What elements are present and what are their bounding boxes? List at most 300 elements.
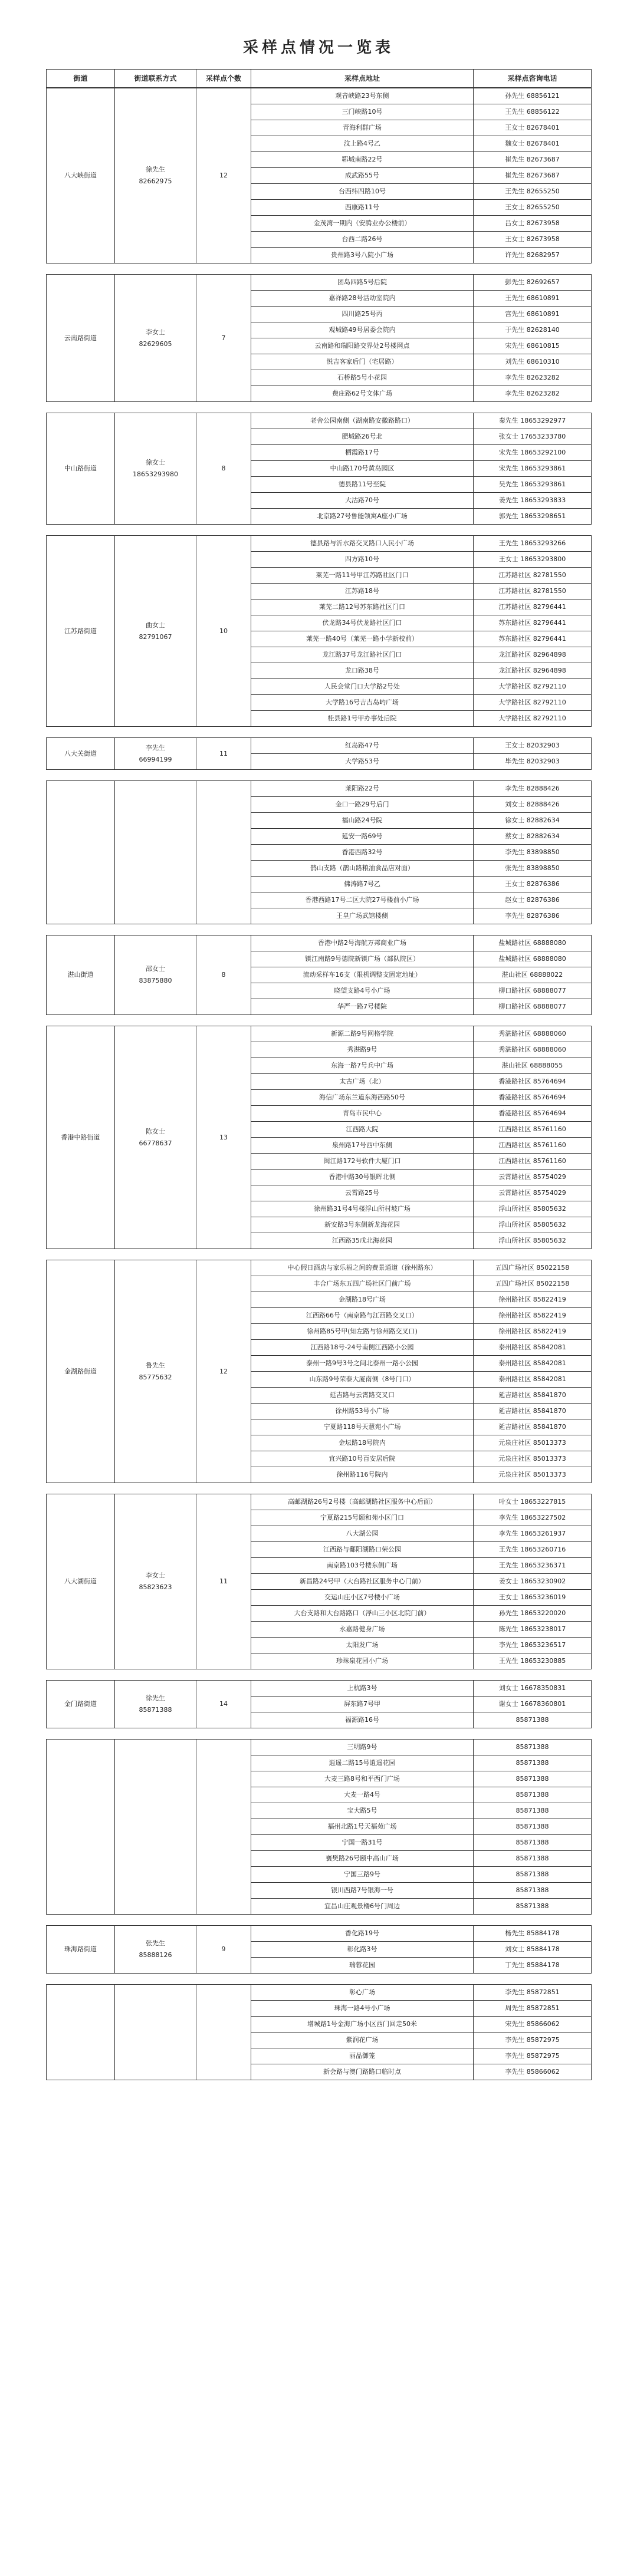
- district-table: [46, 88, 592, 263]
- site-phone-cell: 盐城路社区 68888080: [474, 935, 592, 951]
- column-header-address: 采样点地址: [251, 70, 474, 88]
- street-name-cell: 金门路街道: [47, 1681, 115, 1728]
- column-header-count: 采样点个数: [196, 70, 251, 88]
- contact-phone: 85888126: [139, 1951, 172, 1959]
- district-table: [46, 737, 592, 770]
- site-address-cell: 肥城路26号北: [251, 429, 474, 445]
- site-phone-cell: 王先生 68610891: [474, 291, 592, 307]
- site-address-cell: 太古广场（北）: [251, 1074, 474, 1090]
- site-address-cell: 北京路27号鲁能领寓A座小广场: [251, 509, 474, 525]
- page-title: 采样点情况一览表: [242, 39, 394, 57]
- site-address-cell: 莱阳路22号: [251, 781, 474, 797]
- street-contact-cell: [115, 1260, 196, 1483]
- site-address-cell: 彰化路3号: [251, 1942, 474, 1958]
- site-address-cell: 徐州路85号甲(知左路与徐州路交叉口): [251, 1324, 474, 1340]
- site-address-cell: 增城路1号金海广场小区西门回走50米: [251, 2017, 474, 2033]
- site-phone-cell: 蔡女士 82882634: [474, 829, 592, 845]
- site-address-cell: 泉州路17号西中东侧: [251, 1138, 474, 1154]
- contact-phone: 66778637: [139, 1139, 172, 1147]
- site-address-cell: 宁国一路31号: [251, 1835, 474, 1851]
- site-address-cell: 海信广场东兰道东海西路50号: [251, 1090, 474, 1106]
- site-phone-cell: 毕先生 82032903: [474, 754, 592, 770]
- contact-phone: 66994199: [139, 755, 172, 763]
- site-phone-cell: 苏东路社区 82796441: [474, 615, 592, 631]
- site-phone-cell: 85871388: [474, 1819, 592, 1835]
- site-phone-cell: 孙先生 68856121: [474, 88, 592, 104]
- site-phone-cell: 姜女士 18653230902: [474, 1574, 592, 1590]
- site-count-cell: 13: [196, 1026, 251, 1249]
- site-phone-cell: 李先生 85866062: [474, 2064, 592, 2080]
- site-phone-cell: 柳口路社区 68888077: [474, 999, 592, 1015]
- site-address-cell: 流动采样车16支（限机调整支固定地址）: [251, 967, 474, 983]
- column-header-contact: 街道联系方式: [115, 70, 196, 88]
- site-phone-cell: 柳口路社区 68888077: [474, 983, 592, 999]
- site-phone-cell: 徐州路社区 85822419: [474, 1324, 592, 1340]
- site-phone-cell: 延吉路社区 85841870: [474, 1388, 592, 1404]
- district-table: [46, 1984, 592, 2080]
- site-address-cell: 闽江路172号软件大厦门口: [251, 1154, 474, 1170]
- site-phone-cell: 王女士 82673958: [474, 232, 592, 248]
- site-count-cell: 11: [196, 1494, 251, 1669]
- site-address-cell: 郓城南路22号: [251, 152, 474, 168]
- site-count-cell: 11: [196, 738, 251, 770]
- site-phone-cell: 魏女士 82678401: [474, 136, 592, 152]
- site-phone-cell: 秦先生 18653292977: [474, 413, 592, 429]
- site-count-cell: 12: [196, 88, 251, 263]
- site-address-cell: 台西二路26号: [251, 232, 474, 248]
- site-phone-cell: 湛山社区 68888022: [474, 967, 592, 983]
- district-table: [46, 1026, 592, 1249]
- street-name-cell: 八大关街道: [47, 738, 115, 770]
- site-phone-cell: 李先生 18653236517: [474, 1638, 592, 1653]
- site-phone-cell: 苏东路社区 82796441: [474, 631, 592, 647]
- site-phone-cell: 云霄路社区 85754029: [474, 1185, 592, 1201]
- site-phone-cell: 于先生 82628140: [474, 322, 592, 338]
- street-contact-cell: [115, 413, 196, 525]
- site-address-cell: 延吉路与云霄路交叉口: [251, 1388, 474, 1404]
- site-phone-cell: 王女士 82678401: [474, 120, 592, 136]
- site-phone-cell: 徐州路社区 85822419: [474, 1292, 592, 1308]
- site-address-cell: 珠海一路4号小广场: [251, 2001, 474, 2017]
- site-address-cell: 江西路18号-24号南侧江西路小公园: [251, 1340, 474, 1356]
- contact-phone: 85823623: [139, 1583, 172, 1591]
- site-phone-cell: 陈先生 18653238017: [474, 1622, 592, 1638]
- street-contact-cell: [115, 275, 196, 402]
- contact-name: 李先生: [146, 743, 165, 752]
- site-address-cell: 晓望支路4号小广场: [251, 983, 474, 999]
- site-address-cell: 珍珠泉花园小广场: [251, 1653, 474, 1669]
- site-phone-cell: 宋先生 18653293861: [474, 461, 592, 477]
- street-name-cell: 珠海路街道: [47, 1926, 115, 1974]
- site-phone-cell: 郭先生 18653298651: [474, 509, 592, 525]
- site-phone-cell: 刘女士 16678350831: [474, 1681, 592, 1697]
- site-phone-cell: 宋先生 85866062: [474, 2017, 592, 2033]
- site-address-cell: 贵州路3号八院小广场: [251, 248, 474, 263]
- site-address-cell: 新安路3号东侧新龙海花园: [251, 1217, 474, 1233]
- site-address-cell: 三明路9号: [251, 1740, 474, 1755]
- site-phone-cell: 李先生 82623282: [474, 370, 592, 386]
- site-phone-cell: 五四广场社区 85022158: [474, 1260, 592, 1276]
- site-phone-cell: 香港路社区 85764694: [474, 1074, 592, 1090]
- site-address-cell: 山东路9号荣泰大厦南侧（8号门口）: [251, 1372, 474, 1388]
- street-contact-cell: [115, 1926, 196, 1974]
- site-phone-cell: 湛山社区 68888055: [474, 1058, 592, 1074]
- site-address-cell: 金茂湾一期内（安腾业办公楼前）: [251, 216, 474, 232]
- street-name-cell: 金湖路街道: [47, 1260, 115, 1483]
- site-address-cell: 宝大路5号: [251, 1803, 474, 1819]
- site-count-cell: 14: [196, 1681, 251, 1728]
- site-phone-cell: 85871388: [474, 1755, 592, 1771]
- site-phone-cell: 吴先生 18653293861: [474, 477, 592, 493]
- contact-phone: 83875880: [139, 977, 172, 984]
- site-phone-cell: 85871388: [474, 1712, 592, 1728]
- site-address-cell: 香化路19号: [251, 1926, 474, 1942]
- site-phone-cell: 85871388: [474, 1883, 592, 1899]
- site-address-cell: 中心假日酒店与家乐福之间的费景通道（徐州路东）: [251, 1260, 474, 1276]
- site-phone-cell: 王女士 82655250: [474, 200, 592, 216]
- site-address-cell: 嘉祥路28号活动室院内: [251, 291, 474, 307]
- site-phone-cell: 江苏路社区 82781550: [474, 584, 592, 599]
- site-phone-cell: 江西路社区 85761160: [474, 1138, 592, 1154]
- site-phone-cell: 85871388: [474, 1787, 592, 1803]
- site-phone-cell: 浮山所社区 85805632: [474, 1201, 592, 1217]
- site-phone-cell: 85871388: [474, 1771, 592, 1787]
- site-phone-cell: 85871388: [474, 1851, 592, 1867]
- site-address-cell: 观城路49号居委会院内: [251, 322, 474, 338]
- site-address-cell: 云南路和瑞阳路交界处2号楼网点: [251, 338, 474, 354]
- site-address-cell: 中山路170号黄岛园区: [251, 461, 474, 477]
- district-table: [46, 1260, 592, 1483]
- district-table: [46, 1925, 592, 1974]
- site-phone-cell: 李先生 18653227502: [474, 1510, 592, 1526]
- district-table: [46, 274, 592, 402]
- site-phone-cell: 王先生 18653236371: [474, 1558, 592, 1574]
- site-address-cell: 宁夏路215号颐和苑小区门口: [251, 1510, 474, 1526]
- table-row: [47, 1926, 592, 1942]
- site-phone-cell: 泰州路社区 85842081: [474, 1372, 592, 1388]
- site-phone-cell: 宫先生 68610891: [474, 307, 592, 322]
- site-phone-cell: 王女士 82876386: [474, 877, 592, 892]
- contact-phone: 85775632: [139, 1373, 172, 1381]
- site-address-cell: 栖霞路17号: [251, 445, 474, 461]
- district-table: [46, 1680, 592, 1728]
- site-phone-cell: 五四广场社区 85022158: [474, 1276, 592, 1292]
- table-row: [47, 935, 592, 951]
- site-phone-cell: 宋先生 18653292100: [474, 445, 592, 461]
- site-phone-cell: 香港路社区 85764694: [474, 1106, 592, 1122]
- site-phone-cell: 赵女士 82876386: [474, 892, 592, 908]
- site-address-cell: 德县路11号至院: [251, 477, 474, 493]
- site-address-cell: 大台支路和大台路路口（浮山三小区北院门前）: [251, 1606, 474, 1622]
- site-address-cell: 泰州一路9号3号之间北泰州一路小公园: [251, 1356, 474, 1372]
- table-row: [47, 1740, 592, 1755]
- site-phone-cell: 元泉庄社区 85013373: [474, 1467, 592, 1483]
- site-phone-cell: 周先生 85872851: [474, 2001, 592, 2017]
- site-phone-cell: 李先生 85872975: [474, 2033, 592, 2048]
- site-address-cell: 龙江路37号龙江路社区门口: [251, 647, 474, 663]
- site-phone-cell: 龙江路社区 82964898: [474, 663, 592, 679]
- street-name-cell: 云南路街道: [47, 275, 115, 402]
- table-row: [47, 413, 592, 429]
- site-phone-cell: 85871388: [474, 1740, 592, 1755]
- contact-phone: 82662975: [139, 177, 172, 185]
- site-address-cell: 台西纬四路10号: [251, 184, 474, 200]
- site-address-cell: 香港中路2号海航万邦商业广场: [251, 935, 474, 951]
- site-phone-cell: 龙江路社区 82964898: [474, 647, 592, 663]
- site-phone-cell: 李先生 85872851: [474, 1985, 592, 2001]
- site-address-cell: 悦吉客家后门（宅居路）: [251, 354, 474, 370]
- site-phone-cell: 秀湛路社区 68888060: [474, 1042, 592, 1058]
- site-address-cell: 华严一路7号楼院: [251, 999, 474, 1015]
- site-phone-cell: 王先生 18653260716: [474, 1542, 592, 1558]
- site-phone-cell: 香港路社区 85764694: [474, 1090, 592, 1106]
- site-phone-cell: 徐州路社区 85822419: [474, 1308, 592, 1324]
- site-address-cell: 福州北路1号天福苑广场: [251, 1819, 474, 1835]
- site-phone-cell: 刘先生 68610310: [474, 354, 592, 370]
- contact-phone: 85871388: [139, 1706, 172, 1714]
- site-phone-cell: 王女士 82032903: [474, 738, 592, 754]
- site-count-cell: 7: [196, 275, 251, 402]
- site-address-cell: 龙口路38号: [251, 663, 474, 679]
- site-phone-cell: 吕女士 82673958: [474, 216, 592, 232]
- site-address-cell: 秀湛路9号: [251, 1042, 474, 1058]
- site-address-cell: 宁国三路9号: [251, 1867, 474, 1883]
- district-table: [46, 935, 592, 1015]
- contact-name: 徐先生: [146, 166, 165, 173]
- site-phone-cell: 85871388: [474, 1835, 592, 1851]
- site-address-cell: 费庄路62号文体广场: [251, 386, 474, 402]
- site-address-cell: 德县路与沂水路交叉路口人民小广场: [251, 536, 474, 552]
- site-address-cell: 鹊山支路（鹊山路粮油食品店对面）: [251, 861, 474, 877]
- site-address-cell: 彰心广场: [251, 1985, 474, 2001]
- site-address-cell: 屏东路7号甲: [251, 1697, 474, 1712]
- site-phone-cell: 李先生 82876386: [474, 908, 592, 924]
- site-phone-cell: 李先生 18653261937: [474, 1526, 592, 1542]
- site-address-cell: 福山路24号院: [251, 813, 474, 829]
- site-phone-cell: 泰州路社区 85842081: [474, 1356, 592, 1372]
- site-address-cell: 大沽路70号: [251, 493, 474, 509]
- site-phone-cell: 宋先生 68610815: [474, 338, 592, 354]
- site-phone-cell: 大学路社区 82792110: [474, 679, 592, 695]
- site-count-cell: 10: [196, 536, 251, 727]
- site-address-cell: 瑞蓉花园: [251, 1958, 474, 1974]
- site-phone-cell: 元泉庄社区 85013373: [474, 1435, 592, 1451]
- contact-name: 李女士: [146, 328, 165, 336]
- site-address-cell: 汶上路4号乙: [251, 136, 474, 152]
- contact-phone: 82629605: [139, 340, 172, 348]
- site-address-cell: 宜昌山庄观景楼6号门周边: [251, 1899, 474, 1915]
- column-header-phone: 采样点咨询电话: [474, 70, 592, 88]
- site-address-cell: 高邮湖路26号2号楼（高邮湖路社区服务中心后面）: [251, 1494, 474, 1510]
- contact-name: 张先生: [146, 1939, 165, 1947]
- site-address-cell: 莱芜二路12号苏东路社区门口: [251, 599, 474, 615]
- site-phone-cell: 大学路社区 82792110: [474, 695, 592, 711]
- site-address-cell: 徐州路53号小广场: [251, 1404, 474, 1419]
- street-contact-cell: [115, 935, 196, 1015]
- site-address-cell: 四川路25号丙: [251, 307, 474, 322]
- site-address-cell: 观音峡路23号东侧: [251, 88, 474, 104]
- site-address-cell: 永嘉路健身广场: [251, 1622, 474, 1638]
- site-address-cell: 新昌路24号甲（大台路社区服务中心门前）: [251, 1574, 474, 1590]
- site-count-cell: 8: [196, 935, 251, 1015]
- table-row: [47, 275, 592, 291]
- site-phone-cell: 泰州路社区 85842081: [474, 1340, 592, 1356]
- table-row: [47, 536, 592, 552]
- street-contact-cell: [115, 781, 196, 924]
- site-address-cell: 上杭路3号: [251, 1681, 474, 1697]
- street-name-cell: [47, 781, 115, 924]
- site-phone-cell: 85871388: [474, 1867, 592, 1883]
- site-address-cell: 徐州路31号4号楼浮山所村坡广场: [251, 1201, 474, 1217]
- site-address-cell: 宜兴路10号百安居后院: [251, 1451, 474, 1467]
- site-address-cell: 王皇广场武馆楼侧: [251, 908, 474, 924]
- site-phone-cell: 浮山所社区 85805632: [474, 1217, 592, 1233]
- site-address-cell: 四方路10号: [251, 552, 474, 568]
- site-address-cell: 逍遥二路15号逍遥花园: [251, 1755, 474, 1771]
- site-address-cell: 青海利群广场: [251, 120, 474, 136]
- site-address-cell: 三门峡路10号: [251, 104, 474, 120]
- contact-name: 徐先生: [146, 1694, 165, 1702]
- table-row: [47, 88, 592, 104]
- contact-name: 邵女士: [146, 965, 165, 973]
- site-address-cell: 红岛路47号: [251, 738, 474, 754]
- site-address-cell: 香港中路30号银晖北侧: [251, 1170, 474, 1185]
- site-address-cell: 延安一路69号: [251, 829, 474, 845]
- site-address-cell: 石桥路5号小花园: [251, 370, 474, 386]
- site-address-cell: 莱芜一路11号甲江苏路社区门口: [251, 568, 474, 584]
- site-phone-cell: 元泉庄社区 85013373: [474, 1451, 592, 1467]
- table-header: [46, 69, 592, 88]
- site-address-cell: 江西路35戊北海花园: [251, 1233, 474, 1249]
- site-address-cell: 丽晶御笼: [251, 2048, 474, 2064]
- site-address-cell: 大麦一路4号: [251, 1787, 474, 1803]
- site-count-cell: [196, 781, 251, 924]
- district-table: [46, 413, 592, 525]
- site-phone-cell: 李先生 82623282: [474, 386, 592, 402]
- site-address-cell: 福源路16号: [251, 1712, 474, 1728]
- site-phone-cell: 孙先生 18653220020: [474, 1606, 592, 1622]
- site-address-cell: 新会路与澳门路路口临时点: [251, 2064, 474, 2080]
- site-phone-cell: 云霄路社区 85754029: [474, 1170, 592, 1185]
- site-phone-cell: 崔先生 82673687: [474, 152, 592, 168]
- table-row: [47, 1026, 592, 1042]
- site-address-cell: 丰合广场东五四广场社区门前广场: [251, 1276, 474, 1292]
- street-name-cell: 香港中路街道: [47, 1026, 115, 1249]
- site-phone-cell: 张女士 17653233780: [474, 429, 592, 445]
- table-row: [47, 1681, 592, 1697]
- site-address-cell: 银川西路7号银海一号: [251, 1883, 474, 1899]
- table-row: [47, 1985, 592, 2001]
- street-contact-cell: [115, 1985, 196, 2080]
- site-phone-cell: 盐城路社区 68888080: [474, 951, 592, 967]
- site-address-cell: 江西路与鄱阳湖路口荣公园: [251, 1542, 474, 1558]
- site-address-cell: 江西路66号（南京路与江西路交叉口）: [251, 1308, 474, 1324]
- site-phone-cell: 崔先生 82673687: [474, 168, 592, 184]
- site-phone-cell: 王女士 18653236019: [474, 1590, 592, 1606]
- site-address-cell: 大麦三路8号和平西门广场: [251, 1771, 474, 1787]
- site-phone-cell: 李先生 82888426: [474, 781, 592, 797]
- site-count-cell: 8: [196, 413, 251, 525]
- site-count-cell: 9: [196, 1926, 251, 1974]
- site-phone-cell: 姜先生 18653293833: [474, 493, 592, 509]
- site-phone-cell: 谢女士 16678360801: [474, 1697, 592, 1712]
- site-address-cell: 香港西路32号: [251, 845, 474, 861]
- site-address-cell: 大学路53号: [251, 754, 474, 770]
- contact-name: 陈女士: [146, 1127, 165, 1135]
- site-address-cell: 青岛市民中心: [251, 1106, 474, 1122]
- site-phone-cell: 85871388: [474, 1899, 592, 1915]
- site-phone-cell: 丁先生 85884178: [474, 1958, 592, 1974]
- site-address-cell: 江西路大院: [251, 1122, 474, 1138]
- site-address-cell: 金湖路18号广场: [251, 1292, 474, 1308]
- street-contact-cell: [115, 1681, 196, 1728]
- site-address-cell: 新源二路9号网格学院: [251, 1026, 474, 1042]
- site-address-cell: 伏龙路34号伏龙路社区门口: [251, 615, 474, 631]
- site-phone-cell: 王先生 82655250: [474, 184, 592, 200]
- street-contact-cell: [115, 1026, 196, 1249]
- site-phone-cell: 李先生 83898850: [474, 845, 592, 861]
- site-phone-cell: 王先生 68856122: [474, 104, 592, 120]
- site-address-cell: 老舍公园南侧（湖南路安徽路路口）: [251, 413, 474, 429]
- site-phone-cell: 刘女士 85884178: [474, 1942, 592, 1958]
- site-address-cell: 人民会堂门口大学路2号处: [251, 679, 474, 695]
- table-row: [47, 781, 592, 797]
- street-name-cell: 湛山街道: [47, 935, 115, 1015]
- contact-name: 鲁先生: [146, 1361, 165, 1369]
- street-name-cell: 江苏路街道: [47, 536, 115, 727]
- site-address-cell: 云霄路25号: [251, 1185, 474, 1201]
- site-phone-cell: 杨先生 85884178: [474, 1926, 592, 1942]
- site-address-cell: 西康路11号: [251, 200, 474, 216]
- site-phone-cell: 秀湛路社区 68888060: [474, 1026, 592, 1042]
- street-name-cell: 中山路街道: [47, 413, 115, 525]
- contact-name: 李女士: [146, 1572, 165, 1579]
- site-address-cell: 南京路103号楼东侧广场: [251, 1558, 474, 1574]
- site-phone-cell: 徐女士 82882634: [474, 813, 592, 829]
- site-address-cell: 莱芜一路40号（莱芜一路小学新校前）: [251, 631, 474, 647]
- site-phone-cell: 大学路社区 82792110: [474, 711, 592, 727]
- site-count-cell: [196, 1740, 251, 1915]
- district-table: [46, 1494, 592, 1669]
- site-address-cell: 徐州路116号院内: [251, 1467, 474, 1483]
- site-count-cell: 12: [196, 1260, 251, 1483]
- site-address-cell: 大学路16号吉吉岛屿广场: [251, 695, 474, 711]
- site-address-cell: 襄樊路26号颐中高山广场: [251, 1851, 474, 1867]
- site-address-cell: 江苏路18号: [251, 584, 474, 599]
- street-contact-cell: [115, 88, 196, 263]
- site-address-cell: 金口一路29号后门: [251, 797, 474, 813]
- site-phone-cell: 浮山所社区 85805632: [474, 1233, 592, 1249]
- site-address-cell: 镇江南路9号德院新镇广场（部队院区）: [251, 951, 474, 967]
- site-address-cell: 成武路55号: [251, 168, 474, 184]
- site-phone-cell: 江西路社区 85761160: [474, 1122, 592, 1138]
- site-phone-cell: 王女士 18653293800: [474, 552, 592, 568]
- street-name-cell: 八大湖街道: [47, 1494, 115, 1669]
- site-phone-cell: 张先生 83898850: [474, 861, 592, 877]
- street-contact-cell: [115, 1740, 196, 1915]
- street-contact-cell: [115, 1494, 196, 1669]
- site-phone-cell: 叶女士 18653227815: [474, 1494, 592, 1510]
- site-address-cell: 佛涛路7号乙: [251, 877, 474, 892]
- site-phone-cell: 刘女士 82888426: [474, 797, 592, 813]
- street-contact-cell: [115, 738, 196, 770]
- contact-phone: 82791067: [139, 633, 172, 641]
- column-header-street: 街道: [47, 70, 115, 88]
- site-address-cell: 金坛路18号院内: [251, 1435, 474, 1451]
- table-row: [47, 738, 592, 754]
- site-phone-cell: 江苏路社区 82796441: [474, 599, 592, 615]
- site-address-cell: 八大湖公园: [251, 1526, 474, 1542]
